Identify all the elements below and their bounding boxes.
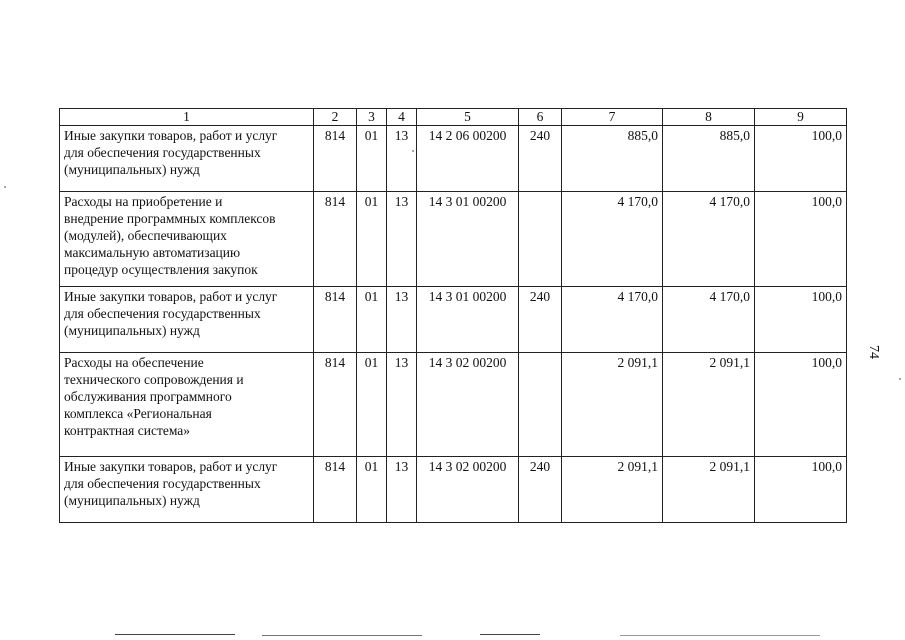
percent-cell: 100,0: [755, 126, 847, 192]
actual-amount-cell: 885,0: [663, 126, 755, 192]
section-cell: 01: [357, 353, 387, 457]
row-name-line: обслуживания программного: [64, 389, 232, 404]
scan-speck: [412, 150, 414, 152]
row-name-line: (муниципальных) нужд: [64, 162, 200, 177]
subsection-cell: 13: [387, 287, 417, 353]
expense-type-cell: [519, 353, 562, 457]
actual-amount-cell: 2 091,1: [663, 353, 755, 457]
header-cell: 3: [357, 109, 387, 126]
row-name-line: для обеспечения государственных: [64, 145, 261, 160]
section-cell: 01: [357, 287, 387, 353]
row-name-cell: [60, 287, 314, 353]
row-name-cell: [60, 353, 314, 457]
code-cell: 814: [314, 287, 357, 353]
subsection-cell: 13: [387, 353, 417, 457]
plan-amount-cell: 885,0: [562, 126, 663, 192]
target-article-cell: 14 3 02 00200: [417, 353, 519, 457]
code-cell: 814: [314, 457, 357, 523]
row-name-line: внедрение программных комплексов: [64, 211, 276, 226]
target-article-cell: 14 2 06 00200: [417, 126, 519, 192]
row-name-cell: [60, 192, 314, 287]
code-cell: 814: [314, 126, 357, 192]
row-name-cell: [60, 126, 314, 192]
header-cell: 1: [60, 109, 314, 126]
table-row: [60, 287, 847, 353]
section-cell: 01: [357, 457, 387, 523]
header-cell: 9: [755, 109, 847, 126]
target-article-cell: 14 3 01 00200: [417, 287, 519, 353]
actual-amount-cell: 4 170,0: [663, 192, 755, 287]
table-row: [60, 457, 847, 523]
scan-artifact-line: [620, 635, 820, 636]
table-body: [60, 109, 847, 523]
row-name-line: Иные закупки товаров, работ и услуг: [64, 289, 278, 304]
row-name-line: технического сопровождения и: [64, 372, 244, 387]
expense-type-cell: 240: [519, 457, 562, 523]
header-cell: 5: [417, 109, 519, 126]
row-name-line: Иные закупки товаров, работ и услуг: [64, 459, 278, 474]
header-cell: 7: [562, 109, 663, 126]
percent-cell: 100,0: [755, 287, 847, 353]
code-cell: 814: [314, 353, 357, 457]
scan-artifact-line: [480, 634, 540, 635]
page-number: 74: [866, 345, 881, 359]
row-name-line: Иные закупки товаров, работ и услуг: [64, 128, 278, 143]
scan-artifact-line: [262, 635, 422, 636]
row-name-line: Расходы на обеспечение: [64, 355, 204, 370]
row-name-line: процедур осуществления закупок: [64, 262, 258, 277]
subsection-cell: 13: [387, 126, 417, 192]
table-row: [60, 192, 847, 287]
row-name-line: (модулей), обеспечивающих: [64, 228, 227, 243]
expense-type-cell: [519, 192, 562, 287]
scan-speck: [4, 186, 6, 188]
row-name-line: для обеспечения государственных: [64, 476, 261, 491]
plan-amount-cell: 4 170,0: [562, 287, 663, 353]
plan-amount-cell: 4 170,0: [562, 192, 663, 287]
percent-cell: 100,0: [755, 353, 847, 457]
plan-amount-cell: 2 091,1: [562, 457, 663, 523]
row-name-line: контрактная система»: [64, 423, 191, 438]
actual-amount-cell: 2 091,1: [663, 457, 755, 523]
expense-type-cell: 240: [519, 126, 562, 192]
header-cell: 2: [314, 109, 357, 126]
section-cell: 01: [357, 126, 387, 192]
table-row: [60, 126, 847, 192]
header-cell: 6: [519, 109, 562, 126]
header-cell: 4: [387, 109, 417, 126]
table-header-row: [60, 109, 847, 126]
target-article-cell: 14 3 02 00200: [417, 457, 519, 523]
section-cell: 01: [357, 192, 387, 287]
row-name-line: Расходы на приобретение и: [64, 194, 223, 209]
row-name-line: комплекса «Региональная: [64, 406, 212, 421]
row-name-line: для обеспечения государственных: [64, 306, 261, 321]
row-name-line: (муниципальных) нужд: [64, 323, 200, 338]
subsection-cell: 13: [387, 457, 417, 523]
percent-cell: 100,0: [755, 457, 847, 523]
header-cell: 8: [663, 109, 755, 126]
actual-amount-cell: 4 170,0: [663, 287, 755, 353]
table-row: [60, 353, 847, 457]
row-name-line: максимальную автоматизацию: [64, 245, 241, 260]
row-name-line: (муниципальных) нужд: [64, 493, 200, 508]
plan-amount-cell: 2 091,1: [562, 353, 663, 457]
scan-speck: [899, 378, 901, 380]
expense-type-cell: 240: [519, 287, 562, 353]
code-cell: 814: [314, 192, 357, 287]
scan-artifact-line: [115, 634, 235, 635]
subsection-cell: 13: [387, 192, 417, 287]
percent-cell: 100,0: [755, 192, 847, 287]
budget-table: [59, 108, 847, 523]
row-name-cell: [60, 457, 314, 523]
target-article-cell: 14 3 01 00200: [417, 192, 519, 287]
